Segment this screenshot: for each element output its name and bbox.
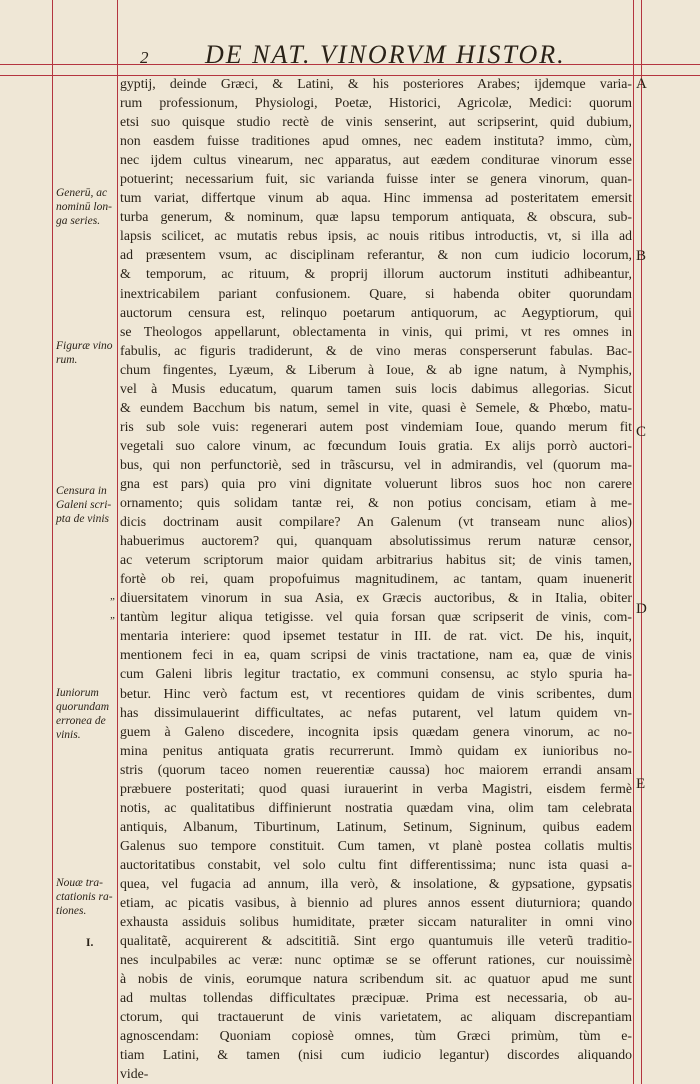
marginal-note: Figuræ vino rum.	[56, 340, 113, 366]
text-line: tantùm legitur aliqua tetigisse. vel quia forsan quæ scripserit de vinis, com-	[120, 609, 632, 625]
text-line: notis, ac qualitatibus diffinierunt nostratia quædam vina, olim tam celebrata	[120, 799, 632, 815]
running-title: DE NAT. VINORVM HISTOR.	[205, 40, 566, 69]
text-line: chum fingentes, Lyæum, & Liberum à Ioue, & ab igne natum, à Nymphis,	[120, 361, 632, 377]
text-line: ad præsentem vsum, ac disciplinam referantur, & non cum iudicio locorum,	[120, 247, 632, 263]
text-line: antiquis, Albanum, Tiburtinum, Latinum, Setinum, Signinum, quibus eadem	[120, 818, 632, 834]
text-line: rum professionum, Physiologi, Poetæ, Historici, Agricolæ, Medici: quorum	[120, 95, 632, 111]
outer-rule	[641, 0, 642, 1084]
marginal-note: I.	[86, 937, 94, 949]
text-line: & temporum, ac rituum, & proprij illorum auctorum instituti adhibeantur,	[120, 266, 632, 282]
text-line: exhausta assiduis solibus humiditate, præter siccam naturaliter in omni vino	[120, 914, 632, 930]
marginal-note: Nouæ tra-ctationis ra-tiones.	[56, 877, 113, 917]
text-line: bus, qui non perfunctoriè, sed in trãscursu, vel in admirandis, vel (quorum ma-	[120, 456, 632, 472]
body-text	[120, 74, 632, 1083]
text-line: tum variat, differtque vinum ab aqua. Hinc immensa ad posteritatem emersit	[120, 190, 632, 206]
text-line: qualitatẽ, acquirerent & adscititiã. Sint ergo quantumuis ille veterũ traditio-	[120, 933, 632, 949]
text-line: auctoritatibus constabit, vel solo cultu fint differentissima; nunc ista quasi a-	[120, 856, 632, 872]
text-line: guem à Galeno discedere, incognita ipsis quædam genera vinorum, ac no-	[120, 723, 632, 739]
text-line: nes inculpabiles ac veræ: nunc optimæ se se offerunt rationes, cur nouissimè	[120, 952, 632, 968]
text-line: gna est pars) quia pro vini dignitate voluerunt libros suos hoc non carere	[120, 475, 632, 491]
text-line: potuerint; necessarium fuit, sic varianda fuisse inter se genera vinorum, quan-	[120, 171, 632, 187]
text-line: ac veterum scriptorum maior quidam arbitrarius habitus sit; de vinis tamen,	[120, 552, 632, 568]
text-line: & eundem Bacchum bis natum, semel in vite, quasi è Semele, & Phœbo, matu-	[120, 399, 632, 415]
text-line: vide-	[120, 1066, 149, 1082]
text-line: ris sub sole vuis: regenerari autem post vindemiam Ioue, quando merum fit	[120, 418, 632, 434]
quote-mark: „	[110, 609, 117, 621]
left-margin-rule	[52, 0, 53, 1084]
marginal-note: Iuniorum quorundam erronea de vinis.	[56, 687, 110, 741]
text-line: cum Galeni libris legitur tractatio, ex communi consensu, ac stylo spuria ha-	[120, 666, 632, 682]
text-line: betur. Hinc verò factum est, vt recentiores quidam de vinis scribentes, dum	[120, 685, 632, 701]
text-line: vel à Musis educatum, quarum tamen suis locis dabimus allegorias. Sicut	[120, 380, 632, 396]
text-right-rule	[633, 0, 634, 1084]
marginal-note: Generū, ac nominū lon-ga series.	[56, 187, 112, 227]
text-line: Galenus suo tempore constituit. Cum tamen, vt planè postea collatis multis	[120, 837, 632, 853]
text-line: stris (quorum taceo nomen reuerentiæ caussa) hoc maiorem errandi ansam	[120, 761, 632, 777]
text-line: auctorum censura est, relinquo poetarum antiquorum, ac Aegyptiorum, qui	[120, 304, 632, 320]
text-line: gyptij, deinde Græci, & Latini, & his posteriores Arabes; ijdemque varia-	[120, 76, 632, 91]
text-line: inextricabilem pariant confusionem. Quare, si habenda obiter quorundam	[120, 285, 632, 301]
section-letter-c: C	[636, 424, 647, 440]
text-line: se Theologos appellarunt, oblectamenta in vinis, qui primi, vt res omnes in	[120, 323, 632, 339]
text-line: præbuere posteritati; quod quasi iurauerint in verba Magistri, eisdem fermè	[120, 780, 632, 796]
text-line: tiam Latini, & tamen (nisi cum iudicio legantur) discordes aliquando	[120, 1047, 632, 1063]
text-line: habuerimus auctorem? qui, quanquam absolutissimus rerum naturæ censor,	[120, 533, 632, 549]
text-line: agnoscendam: Quoniam copiosè omnes, tùm Græci primùm, tùm e-	[120, 1028, 632, 1044]
text-line: turba generum, & nominum, quæ lapsu temporum antiquata, & obscura, sub-	[120, 209, 632, 225]
text-line: mentionem feci in ea, quam scripsi de vinis tractatione, nam ea, quæ de vinis	[120, 647, 632, 663]
page-number: 2	[140, 48, 149, 67]
text-line: nec ijdem cultus vinearum, nec apparatus, aut eædem conditurae vinorum esse	[120, 152, 632, 168]
section-letter-e: E	[636, 776, 646, 792]
text-line: mentaria interiere: quod ipsemet testatur in III. de rat. vict. De his, inquit,	[120, 628, 632, 644]
text-line: diuersitatem vinorum in sua Asia, ex Græcis auctoribus, & in Italia, obiter	[120, 590, 632, 606]
text-line: dicis doctrinam ausit compilare? An Galenum (vt transeam nunc alios)	[120, 514, 632, 530]
text-left-rule	[117, 0, 118, 1084]
text-line: à nobis de vinis, eorumque natura scribendum sit. ac quatuor apud me sunt	[120, 971, 632, 987]
text-line: ad multas tollendas difficultates præcipuæ. Prima est necessaria, ob au-	[120, 990, 632, 1006]
text-line: fortè ob rei, quam propofuimus magnitudinem, ac tantam, quam inuenerit	[120, 571, 632, 587]
text-line: etsi suo quisque studio rectè de vinis senserint, aut scripserint, quid dubium,	[120, 114, 632, 130]
text-line: ornamento; quis solidam tantæ rei, & non potius concisam, etiam à me-	[120, 495, 632, 511]
text-line: non easdem fuisse traditiones apud omnes, nec eadem instituta? immo, cùm,	[120, 133, 632, 149]
text-line: has dissimulauerint difficultates, ac nefas putarent, vel latum quidem vn-	[120, 704, 632, 720]
text-line: lapsis scilicet, ac mutatis rebus ipsis, ac nouis ritibus introductis, vt, si illa ad	[120, 228, 632, 244]
section-letter-d: D	[636, 601, 647, 617]
section-letter-b: B	[636, 248, 647, 264]
text-line: quea, vel fugacia ad annum, illa verò, & insolatione, & gypsatione, gypsatis	[120, 875, 632, 891]
text-line: ctorum, qui tractauerunt de vinis varietatem, ac aliquam discrepantiam	[120, 1009, 632, 1025]
text-line: etiam, ac picatis vasibus, à biennio ad plures annos essent diuturniora; quando	[120, 895, 632, 911]
text-line: fabulis, ac figuris tradiderunt, & de vino meras consperserunt fabulas. Bac-	[120, 342, 632, 358]
section-letter-a: A	[636, 76, 647, 92]
text-line: vegetali suo calore vinum, ac fœcundum Iouis gratia. Ex alijs porrò auctori-	[120, 437, 632, 453]
text-line: mina penitus antiquata gratis recurrerunt. Immò quidam ex iunioribus no-	[120, 742, 632, 758]
quote-mark: „	[110, 590, 117, 602]
marginal-note: Censura in Galeni scri-pta de vinis	[56, 485, 112, 525]
